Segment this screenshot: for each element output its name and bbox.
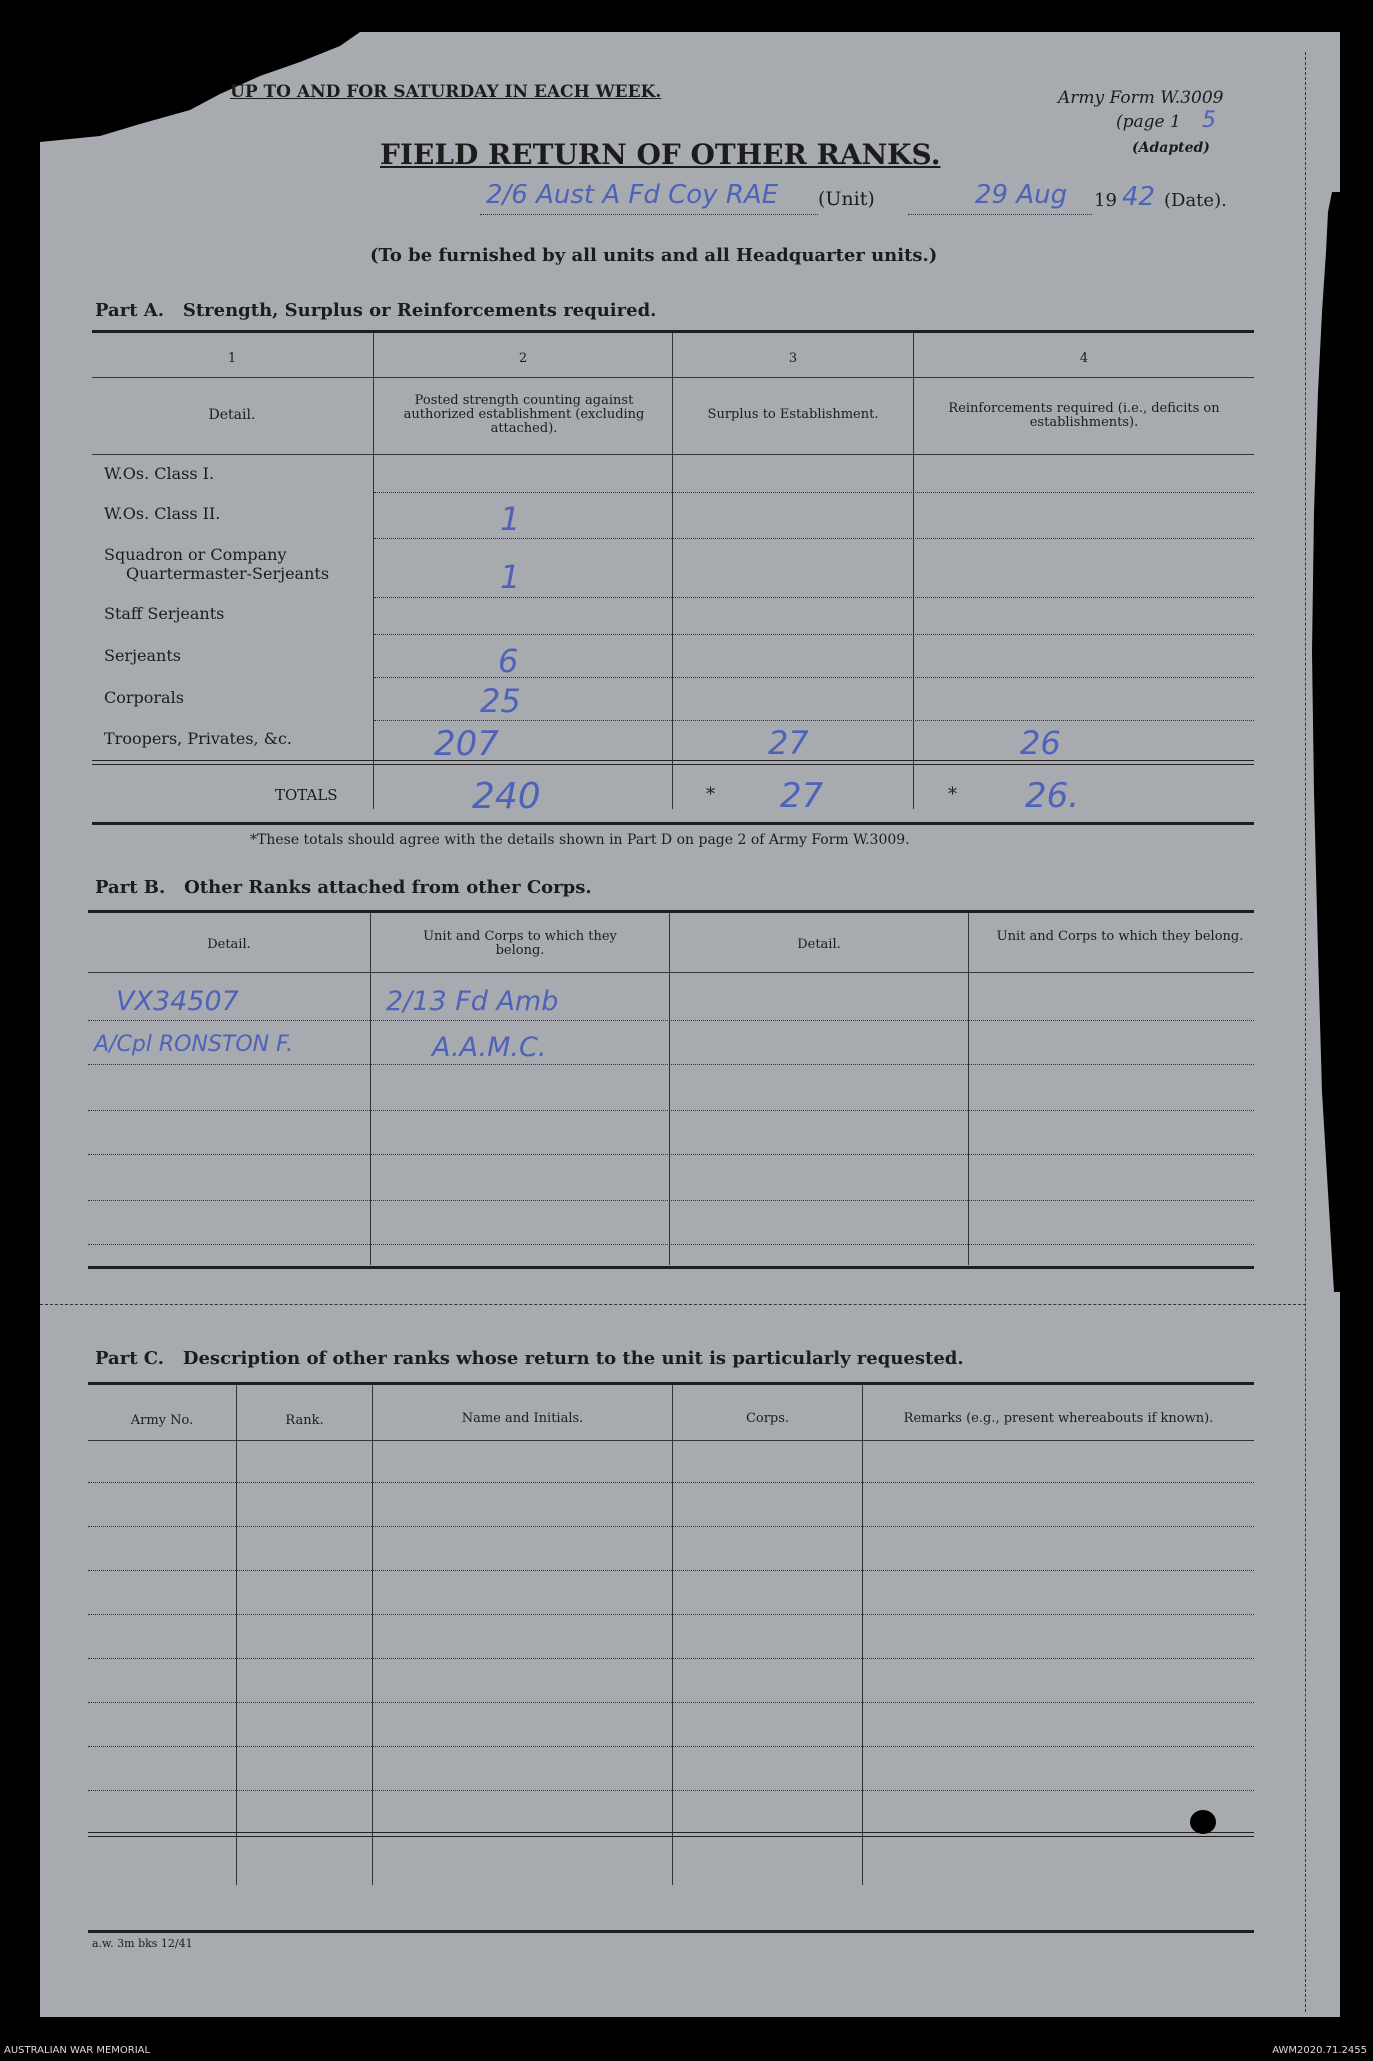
row-label-staff-sgt: Staff Serjeants — [104, 604, 225, 623]
row-rule — [88, 1526, 1254, 1527]
row-label-cqms-2: Quartermaster-Serjeants — [126, 564, 330, 583]
part-b-bottom-rule — [88, 1266, 1254, 1269]
part-b-col-unit-2: Unit and Corps to which they belong. — [996, 929, 1244, 944]
col-number: 4 — [1079, 351, 1089, 366]
footer-institution: AUSTRALIAN WAR MEMORIAL — [4, 2045, 151, 2056]
posted-cpl: 25 — [480, 682, 521, 720]
part-a-top-rule — [92, 330, 1254, 333]
surplus-pte: 27 — [768, 724, 809, 762]
part-a-col-divider — [913, 333, 914, 809]
part-c-prefix: Part C. — [95, 1348, 165, 1369]
part-c-col-divider — [236, 1385, 237, 1885]
part-a-col-divider — [672, 333, 673, 809]
row-rule — [88, 1244, 1254, 1245]
perforation-vertical — [1305, 52, 1306, 2012]
posted-wo2: 1 — [500, 500, 521, 538]
reinf-pte: 26 — [1020, 724, 1061, 762]
row-rule — [374, 720, 1254, 721]
part-c-col-corps: Corps. — [745, 1411, 790, 1426]
posted-sgt: 6 — [498, 642, 519, 680]
part-b-unit-2: A.A.M.C. — [432, 1032, 547, 1063]
col-header-reinforcements: Reinforcements required (i.e., deficits on establishments). — [948, 401, 1220, 430]
row-rule — [88, 1702, 1254, 1703]
part-a-prefix: Part A. — [95, 300, 165, 321]
form-sheet — [40, 32, 1340, 2017]
part-c-lower-rule — [88, 1832, 1254, 1837]
part-b-header-rule — [88, 972, 1254, 973]
part-b-col-divider — [968, 913, 969, 1265]
header-rule — [92, 454, 1254, 455]
row-label-sgt: Serjeants — [104, 646, 181, 665]
col-header-surplus: Surplus to Establishment. — [707, 407, 879, 422]
part-c-col-divider — [372, 1385, 373, 1885]
row-rule — [374, 677, 1254, 678]
part-c-bottom-rule — [88, 1930, 1254, 1933]
year-prefix: 19 — [1094, 190, 1117, 211]
part-b-prefix: Part B. — [95, 877, 166, 898]
total-reinf: 26. — [1025, 776, 1080, 816]
part-a-title: Strength, Surplus or Reinforcements required. — [182, 300, 657, 321]
part-c-col-name: Name and Initials. — [461, 1411, 584, 1426]
part-b-col-unit: Unit and Corps to which they belong. — [423, 929, 617, 958]
part-b-heading — [95, 877, 592, 898]
row-rule — [88, 1020, 1254, 1021]
part-b-title: Other Ranks attached from other Corps. — [184, 877, 592, 898]
row-rule — [88, 1790, 1254, 1791]
row-label-wo1: W.Os. Class I. — [104, 464, 215, 483]
part-b-col-detail-2: Detail. — [797, 937, 841, 952]
form-page-handwritten: 5 — [1202, 108, 1216, 133]
date-handwritten: 29 Aug — [975, 180, 1068, 210]
row-rule — [88, 1200, 1254, 1201]
print-code: a.w. 3m bks 12/41 — [92, 1937, 193, 1950]
footer-accession: AWM2020.71.2455 — [1272, 2045, 1367, 2056]
col-header-detail: Detail. — [208, 407, 256, 423]
part-c-col-army-no: Army No. — [130, 1413, 194, 1428]
part-c-col-rank: Rank. — [285, 1413, 324, 1428]
form-id: Army Form W.3009 — [1058, 88, 1224, 108]
archive-footer — [0, 2041, 1373, 2061]
part-a-heading — [95, 300, 656, 321]
perforation-horizontal — [40, 1304, 1306, 1305]
date-line — [908, 214, 1092, 215]
date-label: (Date). — [1164, 190, 1227, 211]
torn-right-edge — [1302, 192, 1340, 1292]
total-surplus-asterisk: * — [706, 784, 715, 805]
part-b-detail-2: A/Cpl RONSTON F. — [94, 1032, 293, 1057]
header-rule — [92, 377, 1254, 378]
row-rule — [374, 634, 1254, 635]
year-handwritten: 42 — [1122, 182, 1156, 212]
col-number: 3 — [788, 351, 798, 366]
part-b-col-divider — [370, 913, 371, 1265]
part-a-bottom-rule — [92, 822, 1254, 825]
row-rule — [88, 1110, 1254, 1111]
row-label-cpl: Corporals — [104, 688, 184, 707]
col-number: 2 — [518, 351, 528, 366]
col-number: 1 — [227, 351, 237, 366]
furnished-note: (To be furnished by all units and all Headquarter units.) — [370, 245, 938, 266]
part-b-col-detail: Detail. — [207, 937, 251, 952]
part-c-top-rule — [88, 1382, 1254, 1385]
row-rule — [88, 1614, 1254, 1615]
part-b-detail-1: VX34507 — [116, 986, 239, 1017]
row-label-cqms: Squadron or Company — [104, 545, 287, 564]
form-title: FIELD RETURN OF OTHER RANKS. — [380, 138, 941, 171]
part-c-heading — [95, 1348, 964, 1369]
part-b-col-divider — [669, 913, 670, 1265]
row-rule — [88, 1154, 1254, 1155]
row-rule — [88, 1746, 1254, 1747]
total-reinf-asterisk: * — [948, 784, 957, 805]
top-instruction: UP TO AND FOR SATURDAY IN EACH WEEK. — [230, 82, 662, 102]
part-c-col-divider — [862, 1385, 863, 1885]
unit-label: (Unit) — [818, 188, 875, 210]
row-rule — [374, 597, 1254, 598]
row-rule — [88, 1570, 1254, 1571]
part-c-title: Description of other ranks whose return to the unit is particularly requested. — [182, 1348, 964, 1369]
unit-handwritten: 2/6 Aust A Fd Coy RAE — [486, 180, 779, 210]
row-rule — [88, 1482, 1254, 1483]
posted-pte: 207 — [434, 724, 499, 764]
row-rule — [374, 538, 1254, 539]
totals-rule — [92, 760, 1254, 765]
adapted-note: (Adapted) — [1132, 140, 1210, 156]
row-rule — [374, 492, 1254, 493]
part-b-unit-1: 2/13 Fd Amb — [386, 986, 559, 1017]
part-c-col-remarks: Remarks (e.g., present whereabouts if known). — [903, 1411, 1214, 1426]
row-rule — [88, 1064, 1254, 1065]
row-rule — [88, 1658, 1254, 1659]
total-posted: 240 — [472, 776, 541, 817]
posted-cqms: 1 — [500, 558, 521, 596]
col-header-posted: Posted strength counting against authorized establishment (excluding attached). — [403, 393, 645, 436]
part-b-top-rule — [88, 910, 1254, 913]
part-a-footnote: *These totals should agree with the details shown in Part D on page 2 of Army Form W.3009. — [250, 832, 910, 848]
row-label-pte: Troopers, Privates, &c. — [104, 729, 293, 748]
total-surplus: 27 — [780, 776, 824, 816]
totals-label: TOTALS — [275, 786, 338, 804]
part-c-col-divider — [672, 1385, 673, 1885]
unit-line — [480, 214, 818, 215]
part-a-col-divider — [373, 333, 374, 809]
form-page: (page 1 — [1116, 112, 1181, 132]
punch-hole — [1190, 1810, 1216, 1834]
part-c-header-rule — [88, 1440, 1254, 1441]
row-label-wo2: W.Os. Class II. — [104, 504, 221, 523]
